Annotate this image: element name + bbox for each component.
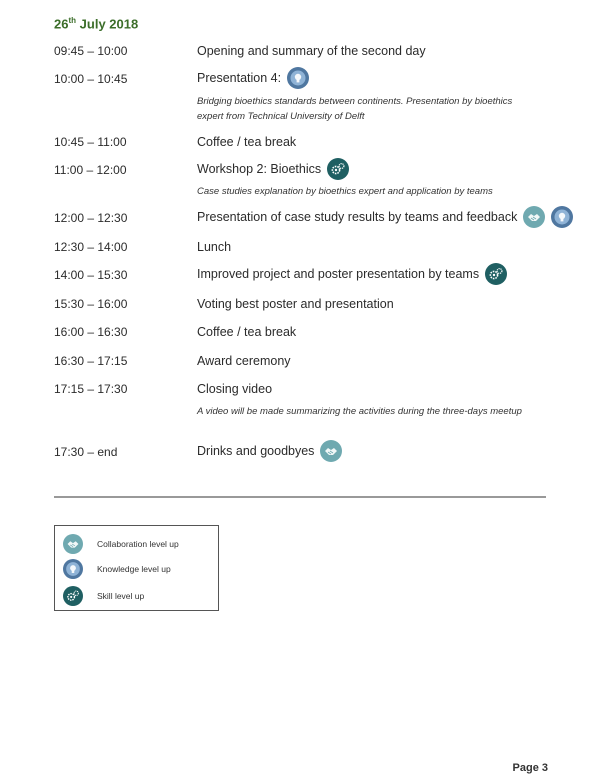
schedule-event bbox=[197, 354, 291, 368]
schedule-event bbox=[197, 325, 296, 339]
schedule-time: 16:00 – 16:30 bbox=[54, 325, 128, 339]
date-title bbox=[54, 16, 138, 31]
date-day: 26 bbox=[54, 16, 69, 32]
schedule-event-label: Workshop 2: Bioethics bbox=[197, 162, 322, 176]
schedule-event-label: Lunch bbox=[197, 240, 232, 254]
legend-item-collaboration bbox=[63, 534, 179, 554]
schedule-event bbox=[197, 240, 231, 254]
schedule-event bbox=[197, 67, 309, 89]
schedule-description: Bridging bioethics standards between continents. Presentation by bioethics expert from Technical University of Delft bbox=[197, 96, 513, 122]
schedule-time: 12:30 – 14:00 bbox=[54, 240, 128, 254]
schedule-description: A video will be made summarizing the activities during the three-days meetup bbox=[197, 406, 522, 417]
skill-icon bbox=[327, 158, 349, 180]
legend-box bbox=[54, 525, 219, 611]
schedule-description: Case studies explanation by bioethics expert and application by teams bbox=[197, 186, 493, 197]
legend-item-skill bbox=[63, 586, 144, 606]
schedule-time: 17:15 – 17:30 bbox=[54, 382, 128, 396]
schedule-event-label: Drinks and goodbyes bbox=[197, 444, 315, 458]
schedule-time: 12:00 – 12:30 bbox=[54, 211, 128, 225]
schedule-time: 10:45 – 11:00 bbox=[54, 135, 127, 149]
legend-label: Skill level up bbox=[97, 591, 145, 601]
collaboration-icon bbox=[523, 206, 545, 228]
legend-item-knowledge bbox=[63, 559, 171, 579]
schedule-event bbox=[197, 135, 296, 149]
schedule-event-label: Improved project and poster presentation by teams bbox=[197, 267, 480, 281]
schedule-event-label: Presentation of case study results by teams and feedback bbox=[197, 210, 518, 224]
schedule-event-label: Coffee / tea break bbox=[197, 135, 297, 149]
schedule-event bbox=[197, 263, 507, 285]
schedule-time: 11:00 – 12:00 bbox=[54, 163, 127, 177]
knowledge-icon bbox=[63, 559, 83, 579]
schedule-event bbox=[197, 158, 349, 180]
schedule-event-label: Award ceremony bbox=[197, 354, 291, 368]
date-rest: July 2018 bbox=[79, 16, 139, 32]
schedule-event bbox=[197, 297, 394, 311]
skill-icon bbox=[485, 263, 507, 285]
schedule-event bbox=[197, 44, 426, 58]
knowledge-icon bbox=[551, 206, 573, 228]
schedule-time: 14:00 – 15:30 bbox=[54, 268, 128, 282]
divider bbox=[54, 496, 546, 498]
schedule-time: 17:30 – end bbox=[54, 445, 118, 459]
schedule-event-label: Opening and summary of the second day bbox=[197, 44, 426, 58]
skill-icon bbox=[63, 586, 83, 606]
schedule-event-label: Closing video bbox=[197, 382, 273, 396]
schedule-event bbox=[197, 206, 573, 228]
schedule-event-label: Coffee / tea break bbox=[197, 325, 297, 339]
legend-label: Collaboration level up bbox=[97, 539, 179, 549]
schedule-time: 09:45 – 10:00 bbox=[54, 44, 128, 58]
knowledge-icon bbox=[287, 67, 309, 89]
legend-label: Knowledge level up bbox=[97, 564, 171, 574]
collaboration-icon bbox=[63, 534, 83, 554]
collaboration-icon bbox=[320, 440, 342, 462]
date-suffix: th bbox=[68, 16, 77, 25]
schedule-event-label: Voting best poster and presentation bbox=[197, 297, 394, 311]
schedule-event-label: Presentation 4: bbox=[197, 71, 282, 85]
schedule-time: 10:00 – 10:45 bbox=[54, 72, 128, 86]
schedule-time: 16:30 – 17:15 bbox=[54, 354, 128, 368]
page-number: Page 3 bbox=[512, 762, 548, 774]
schedule-event bbox=[197, 382, 272, 396]
schedule-event bbox=[197, 440, 342, 462]
schedule-time: 15:30 – 16:00 bbox=[54, 297, 128, 311]
